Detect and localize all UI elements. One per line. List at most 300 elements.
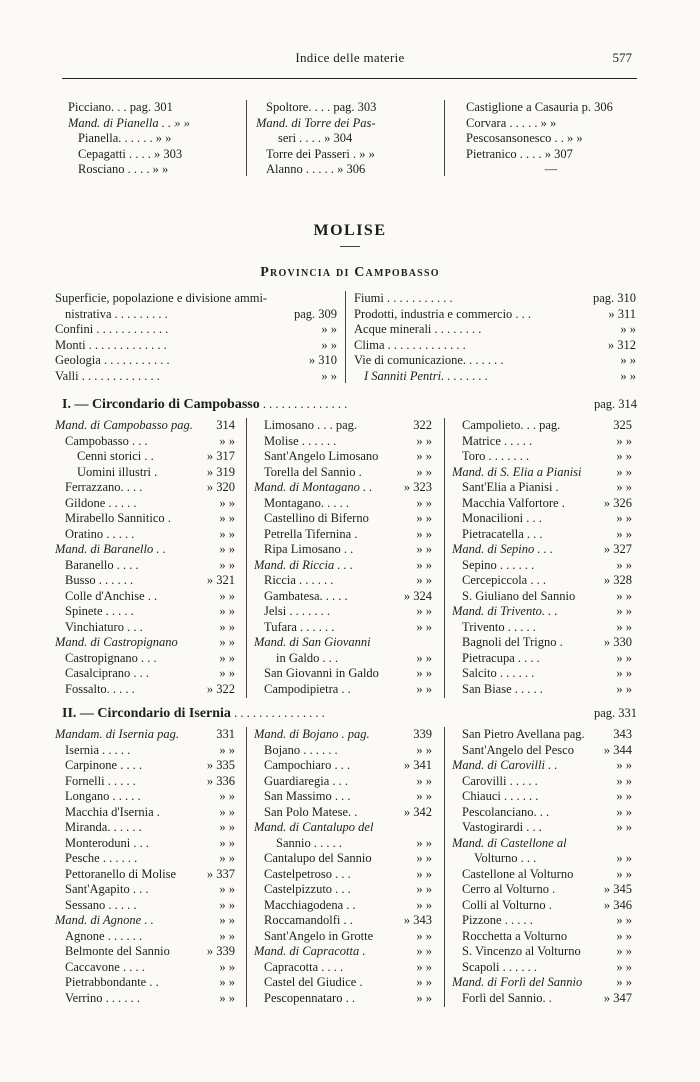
entry-page-ref: » »	[321, 337, 337, 352]
entry-page-ref: » »	[219, 990, 235, 1005]
index-entry	[55, 353, 337, 369]
index-entry	[452, 465, 632, 481]
entry-label: Belmonte del Sannio	[65, 944, 170, 958]
index-entry	[452, 573, 632, 589]
index-entry: Picciano. . . pag. 301	[68, 100, 173, 114]
index-entry	[254, 774, 432, 790]
index-entry	[354, 338, 636, 354]
index-entry	[55, 836, 235, 852]
index-entry	[452, 743, 632, 759]
entry-page-ref: » »	[219, 882, 235, 896]
entry-label: San Biase . . . . .	[462, 681, 543, 696]
entry-page-ref: » 335	[206, 758, 235, 772]
index-entry	[452, 789, 632, 805]
general-left-column	[55, 291, 337, 384]
entry-page-ref: » »	[416, 959, 432, 974]
entry-label: Confini . . . . . . . . . . . .	[55, 322, 169, 336]
entry-page-ref: » »	[616, 913, 632, 927]
index-entry	[254, 929, 432, 945]
entry-page-ref: » »	[616, 681, 632, 696]
entry-page-ref: » »	[219, 495, 235, 510]
entry-label: Gambatesa. . . . .	[264, 588, 348, 603]
index-entry	[452, 620, 632, 636]
header-title: Indice delle materie	[295, 50, 405, 65]
entry-page-ref: » »	[616, 557, 632, 572]
index-entry	[354, 291, 636, 307]
entry-page-ref: » »	[616, 480, 632, 494]
entry-label: Campodipietra . .	[264, 681, 351, 696]
entry-label: Tufara . . . . . .	[264, 619, 335, 634]
entry-page-ref: » »	[219, 897, 235, 912]
index-entry	[452, 836, 632, 852]
entry-page-ref: » »	[219, 835, 235, 850]
column-divider	[444, 418, 445, 698]
header-rule	[62, 78, 637, 79]
index-entry	[354, 307, 636, 323]
index-entry	[55, 743, 235, 759]
index-entry	[452, 558, 632, 574]
index-entry	[254, 898, 432, 914]
index-entry	[55, 558, 235, 574]
circondario-1-column-2	[254, 418, 432, 697]
entry-page-ref: » »	[416, 666, 432, 680]
entry-page-ref: » »	[219, 851, 235, 865]
entry-page-ref: » 323	[403, 480, 432, 494]
entry-label: Longano . . . . .	[65, 789, 141, 803]
index-entry	[55, 805, 235, 821]
entry-label: Mand. di Castropignano	[55, 635, 178, 649]
index-entry	[254, 418, 432, 434]
entry-label: Campolieto. . . pag.	[462, 418, 561, 432]
entry-page-ref: » »	[616, 789, 632, 803]
circondario-2-page: pag. 331	[593, 706, 637, 720]
entry-page-ref: » »	[416, 773, 432, 788]
entry-page-ref: » »	[416, 851, 432, 865]
entry-label: Castellino di Biferno	[264, 511, 369, 525]
index-entry	[55, 527, 235, 543]
entry-label: Bagnoli del Trigno .	[462, 635, 563, 649]
entry-page-ref: » »	[616, 526, 632, 541]
index-entry	[254, 991, 432, 1007]
entry-label: Acque minerali . . . . . . . .	[354, 322, 482, 336]
index-entry	[55, 589, 235, 605]
entry-label: Mand. di Montagano . .	[254, 480, 373, 494]
index-entry	[452, 651, 632, 667]
entry-label: Prodotti, industria e commercio . . .	[354, 306, 532, 321]
entry-page-ref: » 324	[403, 588, 432, 603]
entry-page-ref: » 319	[206, 464, 235, 479]
column-divider	[246, 100, 247, 176]
entry-page-ref: » »	[416, 619, 432, 634]
entry-label: Pescolanciano. . .	[462, 804, 550, 819]
index-entry	[55, 418, 235, 434]
index-entry	[254, 727, 432, 743]
index-entry	[55, 882, 235, 898]
entry-page-ref: » »	[616, 820, 632, 834]
entry-label: Spinete . . . . .	[65, 604, 134, 618]
index-entry	[254, 511, 432, 527]
entry-label: Monteroduni . . .	[65, 835, 150, 850]
entry-page-ref: » »	[416, 650, 432, 665]
index-entry	[55, 975, 235, 991]
entry-label: Castel del Giudice .	[264, 975, 363, 989]
index-entry	[254, 651, 432, 667]
index-entry	[55, 291, 337, 307]
entry-label: Capracotta . . . .	[264, 959, 344, 974]
index-entry	[55, 511, 235, 527]
entry-page-ref: » »	[219, 635, 235, 649]
entry-label: Cenni storici . .	[77, 449, 154, 463]
entry-label: Superficie, popolazione e divisione ammi-	[55, 291, 268, 305]
entry-page-ref: » »	[416, 573, 432, 587]
entry-label: Mand. di Forlì del Sannio	[452, 975, 583, 989]
index-entry	[55, 898, 235, 914]
index-entry	[452, 867, 632, 883]
entry-label: Rocchetta a Volturno	[462, 928, 568, 943]
entry-label: Pizzone . . . . .	[462, 913, 533, 927]
entry-page-ref: » »	[416, 975, 432, 989]
entry-page-ref: » »	[321, 368, 337, 383]
index-entry	[452, 805, 632, 821]
entry-label: Fornelli . . . . .	[65, 773, 136, 788]
entry-page-ref: » »	[616, 758, 632, 772]
entry-page-ref: » »	[416, 928, 432, 943]
index-entry	[354, 369, 636, 385]
index-entry	[55, 434, 235, 450]
index-entry	[254, 820, 432, 836]
index-entry	[452, 589, 632, 605]
entry-label: Molise . . . . . .	[264, 433, 337, 448]
entry-page-ref: » »	[219, 650, 235, 665]
entry-label: Castelpizzuto . . .	[264, 882, 351, 896]
entry-page-ref: » »	[416, 742, 432, 757]
entry-label: Uomini illustri .	[77, 464, 158, 479]
entry-page-ref: » 347	[603, 990, 632, 1005]
index-entry	[254, 542, 432, 558]
entry-label: Fossalto. . . . .	[65, 681, 135, 696]
entry-label: Fiumi . . . . . . . . . . .	[354, 291, 453, 305]
entry-label: Vie di comunicazione. . . . . . .	[354, 353, 504, 367]
entry-page-ref: » »	[416, 944, 432, 958]
entry-label: Mirabello Sannitico .	[65, 511, 171, 525]
entry-page-ref: » »	[416, 897, 432, 912]
index-entry	[452, 820, 632, 836]
entry-page-ref: » 346	[603, 897, 632, 912]
entry-label: Gildone . . . . .	[65, 495, 137, 510]
index-entry	[254, 573, 432, 589]
entry-page-ref: » »	[219, 959, 235, 974]
entry-page-ref: 339	[413, 727, 432, 741]
entry-page-ref: » »	[219, 789, 235, 803]
index-entry: seri . . . . » 304	[278, 131, 353, 145]
index-entry	[254, 944, 432, 960]
index-entry	[452, 542, 632, 558]
entry-label: Salcito . . . . . .	[462, 666, 535, 680]
entry-page-ref: » »	[219, 511, 235, 525]
entry-label: Mand. di Carovilli . .	[452, 758, 558, 772]
index-entry	[55, 620, 235, 636]
entry-page-ref: » 330	[603, 635, 632, 649]
index-entry	[254, 913, 432, 929]
entry-page-ref: » 326	[603, 495, 632, 510]
index-entry	[452, 975, 632, 991]
entry-label: I Sanniti Pentri. . . . . . . .	[364, 368, 488, 383]
index-entry	[452, 635, 632, 651]
entry-page-ref: 331	[216, 727, 235, 741]
entry-page-ref: » »	[616, 604, 632, 618]
entry-page-ref: pag. 309	[293, 306, 337, 321]
index-entry	[254, 789, 432, 805]
entry-page-ref: » »	[416, 882, 432, 896]
entry-page-ref: » 345	[603, 882, 632, 896]
entry-label: Macchiagodena . .	[264, 897, 356, 912]
entry-label: Verrino . . . . . .	[65, 990, 140, 1005]
entry-label: Busso . . . . . .	[65, 573, 134, 587]
entry-label: Sant'Angelo in Grotte	[264, 928, 374, 943]
index-entry	[55, 480, 235, 496]
entry-label: Sant'Elia a Pianisi .	[462, 480, 559, 494]
entry-label: Cerro al Volturno .	[462, 882, 556, 896]
entry-label: Casalciprano . . .	[65, 666, 150, 680]
entry-label: Oratino . . . . .	[65, 526, 135, 541]
entry-page-ref: » 310	[308, 353, 337, 367]
entry-page-ref: » »	[416, 495, 432, 510]
entry-label: Volturno . . .	[474, 851, 537, 865]
entry-label: Mand. di Agnone . .	[55, 913, 154, 927]
index-entry: —	[544, 162, 558, 176]
entry-label: Sant'Angelo del Pesco	[462, 742, 574, 757]
entry-label: Mand. di Campobasso pag.	[55, 418, 193, 432]
entry-label: Baranello . . . .	[65, 557, 139, 572]
entry-label: Pettoranello di Molise	[65, 866, 177, 881]
index-entry	[254, 480, 432, 496]
index-entry	[55, 542, 235, 558]
entry-label: Forlì del Sannio. .	[462, 990, 552, 1005]
index-entry	[55, 789, 235, 805]
circondario-1-column-1	[55, 418, 235, 697]
title-rule	[340, 246, 360, 247]
province-title: Provincia di Campobasso	[260, 265, 440, 280]
entry-page-ref: » »	[219, 557, 235, 572]
index-entry	[55, 991, 235, 1007]
entry-page-ref: » 337	[206, 866, 235, 881]
index-entry	[254, 758, 432, 774]
index-entry	[254, 836, 432, 852]
entry-page-ref: » »	[616, 449, 632, 463]
index-entry	[55, 496, 235, 512]
index-entry	[55, 820, 235, 836]
index-entry	[254, 620, 432, 636]
entry-label: Chiauci . . . . . .	[462, 789, 539, 803]
circondario-1-title: I. — Circondario di Campobasso	[62, 397, 260, 412]
entry-page-ref: » »	[616, 773, 632, 788]
index-entry	[55, 682, 235, 698]
entry-label: Sant'Agapito . . .	[65, 882, 149, 896]
region-title: MOLISE	[313, 222, 387, 239]
entry-page-ref: » »	[616, 511, 632, 525]
entry-label: Torella del Sannio .	[264, 464, 362, 479]
index-entry	[452, 758, 632, 774]
entry-page-ref: » »	[219, 433, 235, 448]
entry-label: Pescopennataro . .	[264, 990, 355, 1005]
index-entry	[254, 666, 432, 682]
entry-label: Campochiaro . . .	[264, 758, 351, 772]
index-entry	[55, 369, 337, 385]
index-entry: Corvara . . . . . » »	[466, 115, 557, 130]
index-entry: Torre dei Passeri . » »	[266, 146, 375, 161]
circondario-2-column-1	[55, 727, 235, 1006]
index-entry: Alanno . . . . . » 306	[266, 162, 366, 176]
index-entry	[354, 353, 636, 369]
entry-label: Mand. di Capracotta .	[254, 944, 366, 958]
entry-page-ref: 322	[413, 418, 432, 432]
entry-label: Ferrazzano. . . .	[65, 480, 143, 494]
index-entry	[55, 960, 235, 976]
column-divider	[246, 727, 247, 1007]
index-entry	[254, 465, 432, 481]
entry-label: Miranda. . . . . .	[65, 820, 142, 834]
entry-label: Matrice . . . . .	[462, 433, 533, 448]
index-entry	[55, 929, 235, 945]
column-divider	[246, 418, 247, 698]
entry-label: San Polo Matese. .	[264, 804, 358, 819]
index-entry	[55, 944, 235, 960]
entry-label: Castropignano . . .	[65, 650, 157, 665]
index-entry	[452, 449, 632, 465]
entry-label: Carovilli . . . . .	[462, 773, 538, 788]
entry-label: Mand. di S. Elia a Pianisi	[452, 464, 582, 479]
entry-page-ref: » 327	[603, 542, 632, 556]
circondario-2-heading: II. — Circondario di Isernia . . . . . . . . . . . . . . . pag. 331	[62, 706, 637, 721]
entry-page-ref: » 328	[603, 573, 632, 587]
entry-label: Colle d'Anchise . .	[65, 588, 158, 603]
index-entry: Rosciano . . . . » »	[78, 162, 169, 176]
entry-label: S. Giuliano del Sannio	[462, 588, 576, 603]
entry-label: Mand. di Castellone al	[452, 835, 567, 850]
entry-label: Pietrabbondante . .	[65, 975, 159, 989]
index-entry	[55, 307, 337, 323]
entry-page-ref: 325	[613, 418, 632, 432]
entry-label: Sessano . . . . .	[65, 897, 137, 912]
entry-label: Sant'Angelo Limosano	[264, 449, 379, 463]
index-entry	[452, 682, 632, 698]
entry-label: Geologia . . . . . . . . . . .	[55, 353, 170, 367]
entry-label: Pesche . . . . . .	[65, 851, 138, 865]
entry-label: Sepino . . . . . .	[462, 557, 535, 572]
entry-label: Jelsi . . . . . . .	[264, 604, 330, 618]
entry-label: Mand. di Riccia . . .	[254, 557, 353, 572]
top-column-3	[466, 100, 636, 178]
index-entry	[254, 682, 432, 698]
entry-label: Limosano . . . pag.	[264, 418, 358, 432]
entry-label: Sannio . . . . .	[276, 835, 342, 850]
entry-page-ref: » »	[416, 433, 432, 448]
entry-label: Monti . . . . . . . . . . . . .	[55, 337, 167, 352]
index-entry: Spoltore. . . . pag. 303	[266, 100, 377, 114]
entry-page-ref: » »	[416, 866, 432, 881]
entry-label: Mand. di Bojano . pag.	[254, 727, 370, 741]
entry-label: Toro . . . . . . .	[462, 449, 530, 463]
column-divider	[444, 727, 445, 1007]
index-entry: Pescosansonesco . . » »	[466, 131, 583, 145]
entry-page-ref: » »	[416, 990, 432, 1005]
entry-page-ref: » »	[219, 928, 235, 943]
entry-page-ref: » »	[616, 975, 632, 989]
entry-page-ref: » »	[416, 789, 432, 803]
top-column-1	[68, 100, 238, 178]
entry-page-ref: » »	[616, 928, 632, 943]
entry-label: Castellone al Volturno	[462, 866, 574, 881]
circondario-2-title: II. — Circondario di Isernia	[62, 706, 231, 721]
entry-page-ref: » »	[219, 666, 235, 680]
circondario-2-column-3	[452, 727, 632, 1006]
entry-label: Caccavone . . . .	[65, 959, 145, 974]
index-entry	[452, 527, 632, 543]
index-entry	[452, 882, 632, 898]
entry-page-ref: » »	[219, 804, 235, 819]
entry-label: Agnone . . . . . .	[65, 928, 143, 943]
index-entry	[55, 604, 235, 620]
entry-page-ref: » 311	[608, 306, 636, 321]
index-entry	[452, 913, 632, 929]
entry-label: Mand. di Trivento. . .	[452, 604, 558, 618]
index-entry	[254, 604, 432, 620]
entry-label: Ripa Limosano . .	[264, 542, 354, 556]
entry-page-ref: » 312	[607, 337, 636, 352]
entry-page-ref: pag. 310	[592, 291, 636, 305]
index-entry	[254, 527, 432, 543]
entry-page-ref: » »	[219, 742, 235, 757]
entry-label: Mand. di Sepino . . .	[452, 542, 554, 556]
entry-label: Isernia . . . . .	[65, 742, 131, 757]
entry-label: Colli al Volturno .	[462, 897, 552, 912]
index-entry	[452, 511, 632, 527]
index-entry	[452, 666, 632, 682]
entry-page-ref: » »	[616, 866, 632, 881]
entry-page-ref: » »	[620, 368, 636, 383]
index-entry	[55, 758, 235, 774]
entry-label: in Galdo . . .	[276, 650, 339, 665]
entry-page-ref: » »	[416, 681, 432, 696]
index-entry	[452, 604, 632, 620]
index-entry	[55, 449, 235, 465]
index-entry	[55, 465, 235, 481]
entry-page-ref: » 344	[603, 742, 632, 757]
index-entry	[55, 851, 235, 867]
entry-label: San Giovanni in Galdo	[264, 666, 379, 680]
entry-label: Clima . . . . . . . . . . . . .	[354, 337, 466, 352]
entry-page-ref: » 322	[206, 681, 235, 696]
index-entry	[254, 960, 432, 976]
entry-page-ref: » »	[219, 619, 235, 634]
circondario-2-column-2	[254, 727, 432, 1006]
entry-label: Roccamandolfi . .	[264, 913, 353, 927]
index-entry: Pietranico . . . . » 307	[466, 146, 573, 161]
index-entry	[254, 867, 432, 883]
entry-label: Montagano. . . . .	[264, 495, 350, 510]
index-entry	[452, 418, 632, 434]
index-entry: Pianella. . . . . . » »	[78, 131, 172, 145]
index-entry	[254, 851, 432, 867]
index-entry	[55, 322, 337, 338]
entry-page-ref: » »	[416, 542, 432, 556]
index-entry	[55, 727, 235, 743]
entry-page-ref: 314	[216, 418, 235, 432]
entry-label: Cantalupo del Sannio	[264, 851, 372, 865]
index-entry	[254, 434, 432, 450]
entry-label: Mandam. di Isernia pag.	[55, 727, 179, 741]
index-entry	[55, 867, 235, 883]
